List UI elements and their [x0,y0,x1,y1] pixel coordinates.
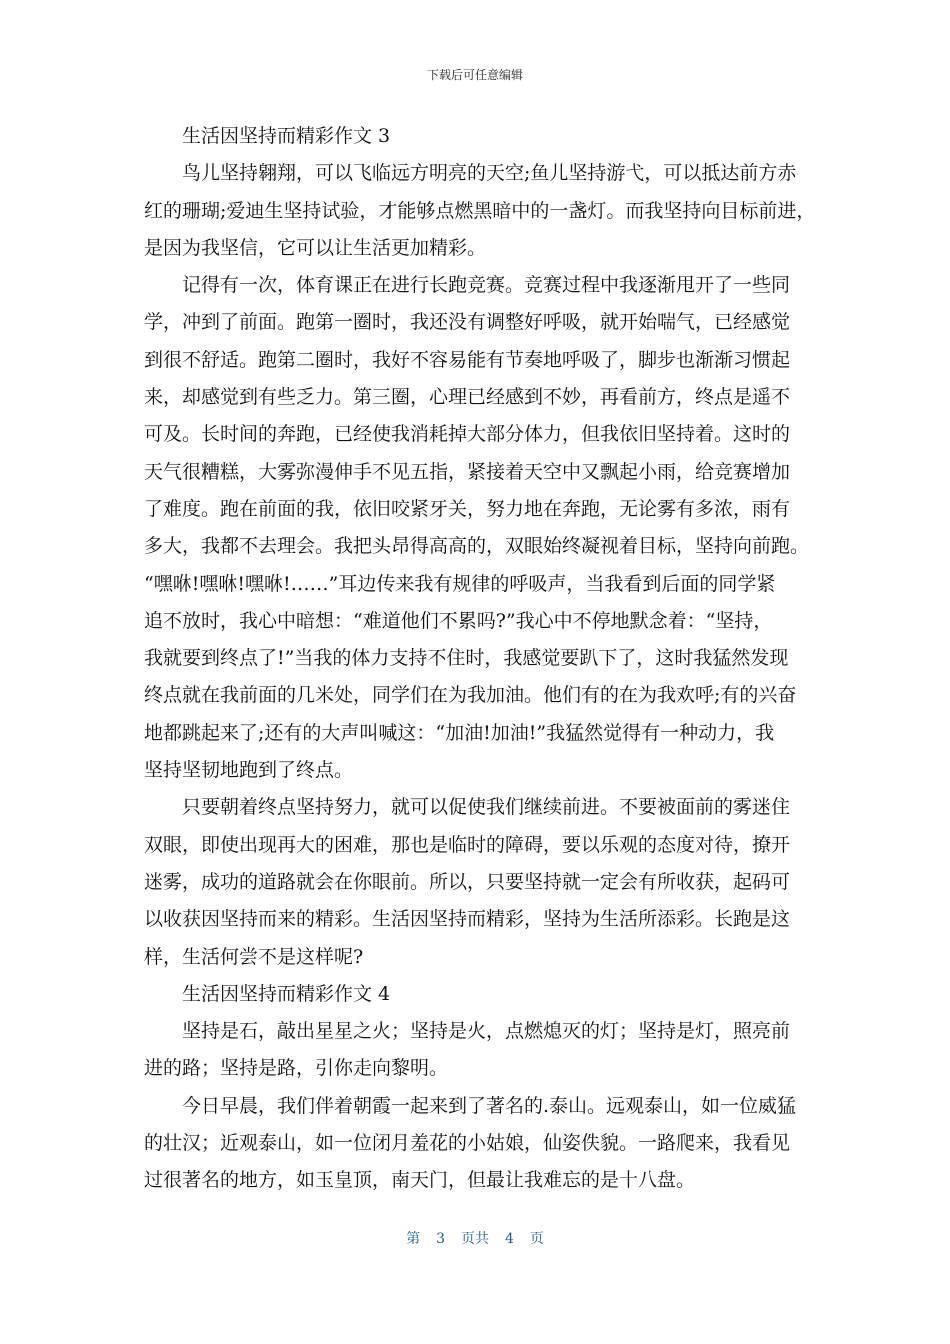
paragraph-line: 了难度。跑在前面的我，依旧咬紧牙关，努力地在奔跑，无论雾有多浓，雨有 [144,497,791,520]
footer-page-mid: 页共 [461,1231,489,1247]
paragraph-line: 今日早晨，我们伴着朝霞一起来到了著名的.泰山。远观泰山，如一位威猛 [182,1094,797,1117]
paragraph-line: 终点就在我前面的几米处，同学们在为我加油。他们有的在为我欢呼;有的兴奋 [144,684,797,707]
document-body [144,118,816,1200]
paragraph-line: 我就要到终点了!”当我的体力支持不住时，我感觉要趴下了，这时我猛然发现 [144,647,789,670]
page-header: 下载后可任意编辑 [426,68,523,82]
paragraph-line: 学，冲到了前面。跑第一圈时，我还没有调整好呼吸，就开始喘气，已经感觉 [144,311,791,334]
paragraph-line: 追不放时，我心中暗想：“难道他们不累吗?”我心中不停地默念着：“坚持， [144,609,773,632]
section-title-text: 生活因坚持而精彩作文 3 [182,125,391,147]
paragraph [144,1088,816,1200]
paragraph-line: 的壮汉；近观泰山，如一位闭月羞花的小姑娘，仙姿佚貌。一路爬来，我看见 [144,1132,791,1155]
paragraph-line: 迷雾，成功的道路就会在你眼前。所以，只要坚持就一定会有所收获，起码可 [144,870,791,893]
paragraph-line: 多大，我都不去理会。我把头昂得高高的，双眼始终凝视着目标，坚持向前跑。 [144,535,810,558]
paragraph-line: 双眼，即使出现再大的困难，那也是临时的障碍，要以乐观的态度对待，撩开 [144,833,791,856]
paragraph-line: 地都跳起来了;还有的大声叫喊这：“加油!加油!”我猛然觉得有一种动力，我 [144,721,775,744]
paragraph-line: 坚持坚韧地跑到了终点。 [144,759,354,782]
paragraph-line: “嘿咻!嘿咻!嘿咻!……”耳边传来我有规律的呼吸声，当我看到后面的同学紧 [144,572,776,595]
footer-page-end: 页 [529,1231,544,1247]
paragraph [144,267,816,789]
paragraph-line: 天气很糟糕，大雾弥漫伸手不见五指，紧接着天空中又飘起小雨，给竞赛增加 [144,460,791,483]
paragraph-line: 鸟儿坚持翱翔，可以飞临远方明亮的天空;鱼儿坚持游弋，可以抵达前方赤 [182,162,797,185]
footer-current-page: 3 [436,1231,445,1247]
section-title-text: 生活因坚持而精彩作文 4 [182,982,391,1005]
paragraph-line: 记得有一次，体育课正在进行长跑竞赛。竞赛过程中我逐渐甩开了一些同 [182,274,791,297]
section-title [144,118,816,155]
paragraph-line: 到很不舒适。跑第二圈时，我好不容易能有节奏地呼吸了，脚步也渐渐习惯起 [144,348,791,371]
footer-total-pages: 4 [505,1231,514,1247]
paragraph-line: 是因为我坚信，它可以让生活更加精彩。 [144,236,487,259]
paragraph-line: 来，却感觉到有些乏力。第三圈，心理已经感到不妙，再看前方，终点是遥不 [144,386,791,409]
paragraph-line: 过很著名的地方，如玉皇顶，南天门，但最让我难忘的是十八盘。 [144,1169,696,1192]
paragraph-line: 可及。长时间的奔跑，已经使我消耗掉大部分体力，但我依旧坚持着。这时的 [144,423,791,446]
paragraph-line: 只要朝着终点坚持努力，就可以促使我们继续前进。不要被面前的雾迷住 [182,796,791,819]
paragraph-line: 样，生活何尝不是这样呢? [144,945,364,968]
paragraph-line: 进的路；坚持是路，引你走向黎明。 [144,1057,449,1080]
footer-page-label: 第 [406,1231,421,1247]
section-title [144,976,816,1013]
paragraph-line: 坚持是石，敲出星星之火；坚持是火，点燃熄灭的灯；坚持是灯，照亮前 [182,1020,791,1043]
paragraph [144,1013,816,1088]
paragraph [144,789,816,975]
paragraph-line: 红的珊瑚;爱迪生坚持试验，才能够点燃黑暗中的一盏灯。而我坚持向目标前进， [144,199,816,222]
paragraph [144,155,816,267]
paragraph-line: 以收获因坚持而来的精彩。生活因坚持而精彩，坚持为生活所添彩。长跑是这 [144,908,791,931]
page-footer [0,1228,950,1248]
